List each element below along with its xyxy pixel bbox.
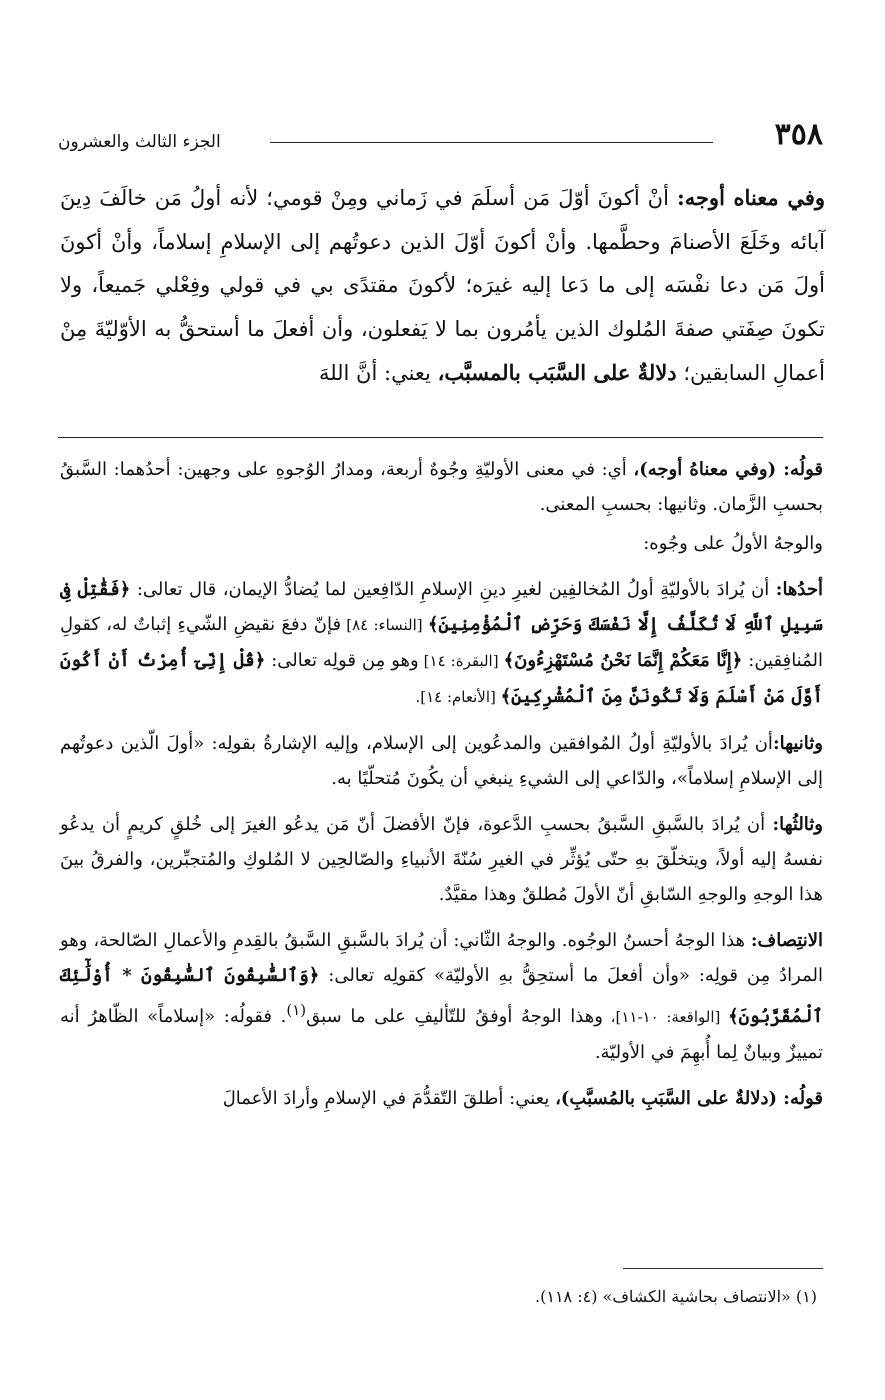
footnote-marker[interactable]: (١) [286,1001,307,1019]
running-head: الجزء الثالث والعشرون [58,132,221,152]
commentary-text-7: يعني: أطلقَ التّقدُّمَ في الإسلامِ وأرادَ الأعمالَ [222,1088,556,1109]
main-bold-phrase: دلالةٌ على السَّبَب بالمسبَّب، [437,360,677,385]
commentary-paragraph-4 [60,726,823,796]
commentary-paragraph-5 [60,807,823,912]
commentary-text-1: أي: في معنى الأوليّةِ وجُوهٌ أربعة، ومدارُ الوُجوهِ على وجهين: أحدُهما: السَّبقُ بحسبِ الزَّمان. وثانيها: بحسبِ المعنى. [60,459,823,515]
quran-verse-3: ﴿قُلْ إِنِّىٓ أُمِرْتُ أَنْ أَكُونَ أَوَّلَ مَنْ أَسْلَمَ وَلَا تَكُونَنَّ مِنَ ٱلْمُشْرِكِينَ﴾ [60,650,823,707]
page-number: ٣٥٨ [774,117,823,152]
commentary-paragraph-7 [60,1081,823,1116]
page-header [58,118,823,158]
commentary-label-3: أحدُها: [775,579,823,600]
main-text [60,176,825,396]
main-lead-label: وفي معناه أوجه: [676,185,825,210]
main-body-1: أنْ أكونَ أوّلَ مَن أسلَمَ في زَماني ومِنْ قومي؛ لأنه أولُ مَن خالَفَ دِينَ آبائه وخَلَعَ الأصنامَ وحطَّمها. وأنْ أكونَ أوّلَ الذين دعوتُهم إلى الإسلامِ إسلاماً، وأنْ أكونَ أولَ مَن دعا نفْسَه إلى ما دَعا إليه غيرَه؛ لأكونَ مقتدًى بي في قولي وفِعْلي جَميعاً، ولا تكونَ صِفَتي صفةَ المُلوك الذين يأمُرون بما لا يَفعلون، وأن أفعلَ ما أستحقُّ به الأوّليّةَ مِنْ أعمالِ السابقين؛ [60,186,825,385]
main-body-3: يعني: أنَّ اللهَ [318,361,438,385]
commentary-paragraph-2 [60,526,823,561]
quran-reference-1: [النساء: ٨٤] [341,616,428,634]
commentary-text-6b: وهذا الوجهُ أوفقُ للتّأليفِ على ما سبق [306,1006,603,1027]
footnote-rule [623,1268,823,1269]
commentary-text-5: أن يُرادَ بالسَّبقِ السَّبقُ بحسبِ الدَّعوة، فإنّ الأفضلَ أنّ مَن يدعُو الغيرَ إلى خُلقٍ كريمٍ أن يدعُو نفسهُ إليه أولاً، ويتخلّقَ بهِ حتّى يُؤثِّر في الغيرِ سُنّةَ الأنبياءِ والصّالحِين لا المُلوكِ والمُتجبِّرين، والفرقُ بينَ هذا الوجهِ والوجهِ السّابقِ أنّ الأولَ مُطلقٌ وهذا مقيَّدٌ. [60,814,823,905]
commentary-text-3a: أن يُرادَ بالأوليّةِ أولُ المُخالفِين لغيرِ دينِ الإسلامِ الدّافِعين لما يُضادُّ الإيمان، قال تعالى: [130,579,776,600]
commentary-paragraph-1 [60,452,823,522]
commentary [60,452,823,1127]
quran-reference-3: [الأنعام: ١٤]. [415,688,501,706]
commentary-text-3c: وهو مِن قولِه تعالى: [265,650,419,671]
quran-verse-4: ﴿وَٱلسَّٰبِقُونَ ٱلسَّٰبِقُونَ * أُوْلَٰٓئِكَ ٱلْمُقَرَّبُونَ﴾ [60,965,823,1027]
main-divider [58,437,823,438]
commentary-label-1: قولُه: (وفي معناهُ أوجه)، [633,459,823,480]
quran-reference-4: [الواقعة: ١٠-١١]، [602,1008,729,1026]
commentary-text-2: والوجهُ الأولُ على وجُوه: [643,533,823,554]
commentary-paragraph-3 [60,572,823,715]
commentary-text-3b: فإنّ دفعَ نقيضِ الشّيءِ إثباتٌ له، كقولِ المُنافِقين: [60,614,824,671]
commentary-label-7: قولُه: (دلالةٌ على السَّبَبِ بالمُسبَّبِ)، [555,1088,823,1109]
commentary-text-4: أن يُرادَ بالأوليّةِ أولُ المُوافقين والمدعُوين إلى الإسلام، وإليه الإشارةُ بقولِه: «أولَ الّذين دعوتُهم إلى الإسلامِ إسلاماً»، والدّاعي إلى الشيءِ ينبغي أن يكُونَ مُتحلّيًا به. [60,733,823,789]
commentary-label-6: الانتِصاف: [750,930,824,951]
commentary-label-5: وثالثُها: [772,814,823,835]
footnote: (١) «الانتصاف بحاشية الكشاف» (٤: ١١٨). [535,1287,817,1306]
quran-verse-2: ﴿إِنَّا مَعَكُمْ إِنَّمَا نَحْنُ مُسْتَهْزِءُونَ﴾ [503,650,743,671]
main-paragraph [60,176,825,396]
quran-verse-1: ﴿فَقَٰتِلْ فِى سَبِيلِ ٱللَّهِ لَا تُكَلَّفُ إِلَّا نَفْسَكَ وَحَرِّضِ ٱلْمُؤْمِنِينَ﴾ [60,579,823,635]
commentary-paragraph-6 [60,923,823,1070]
header-rule [270,142,713,143]
commentary-text-6c: . فقولُه: «إسلاماً» الظّاهرُ أنه تمييزٌ وبيانٌ لِما أُبهِمَ في الأوليّة. [60,1006,823,1063]
commentary-label-4: وثانيها: [772,733,823,754]
quran-reference-2: [البقرة: ١٤] [418,652,504,670]
commentary-text-6a: هذا الوجهُ أحسنُ الوجُوه. والوجهُ الثّاني: أن يُرادَ بالسَّبقِ السَّبقُ بالقِدمِ والأعمالِ الصّالحة، وهو المرادُ مِن قولِه: «وأن أفعلَ ما أستحِقُّ بهِ الأوليّة» كقولِه تعالى: [60,930,823,986]
